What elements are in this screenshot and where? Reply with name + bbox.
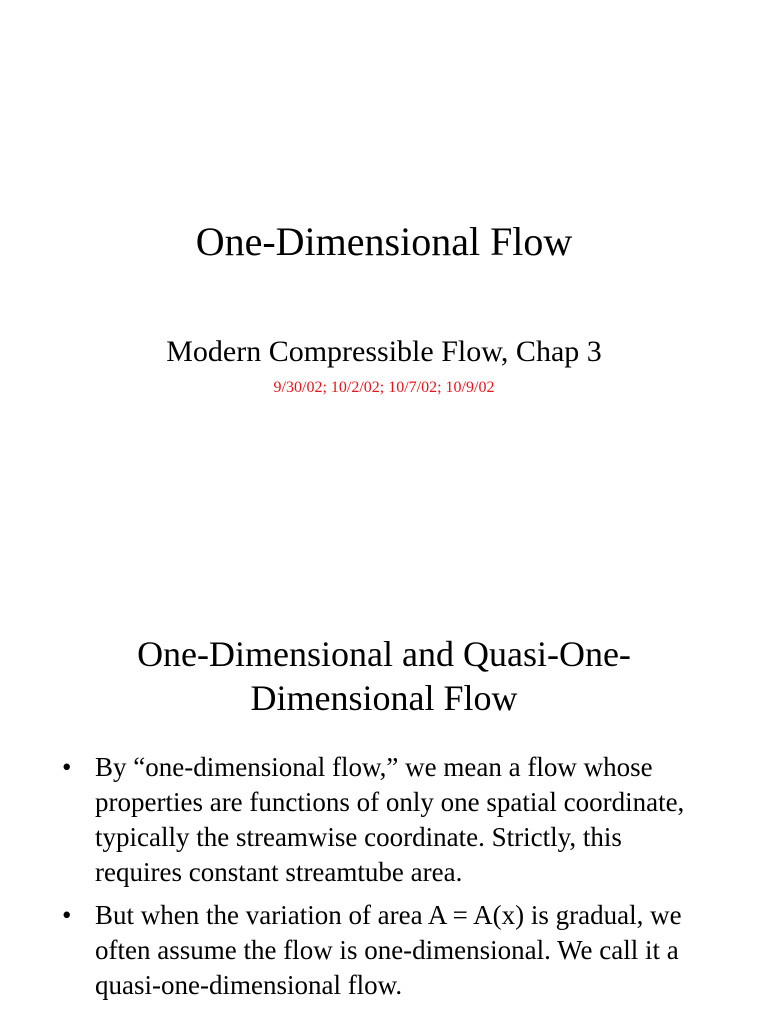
title-line-2: Dimensional Flow: [250, 678, 518, 718]
content-slide-title: [40, 632, 728, 720]
title-line-1: One-Dimensional and Quasi-One-: [137, 634, 631, 674]
bullet-text: By “one-dimensional flow,” we mean a flow whose properties are functions of only one spatial coordinate, typically the streamwise coordinate. Strictly, this requires constant streamtube area.: [95, 752, 685, 887]
lecture-dates: 9/30/02; 10/2/02; 10/7/02; 10/9/02: [273, 379, 495, 396]
slide-subtitle: Modern Compressible Flow, Chap 3: [166, 335, 602, 368]
slide-title: One-Dimensional Flow: [195, 219, 573, 264]
bullet-icon: •: [62, 752, 72, 782]
bullet-icon: •: [62, 900, 72, 930]
bullet-text: But when the variation of area A = A(x) is gradual, we often assume the flow is one-dimensional. We call it a quasi-one-dimensional flow.: [95, 900, 682, 1000]
bullet-item: [0, 750, 768, 890]
bullet-item: [0, 898, 768, 1003]
content-slide: [0, 576, 768, 1024]
bullet-list: [0, 750, 768, 1011]
